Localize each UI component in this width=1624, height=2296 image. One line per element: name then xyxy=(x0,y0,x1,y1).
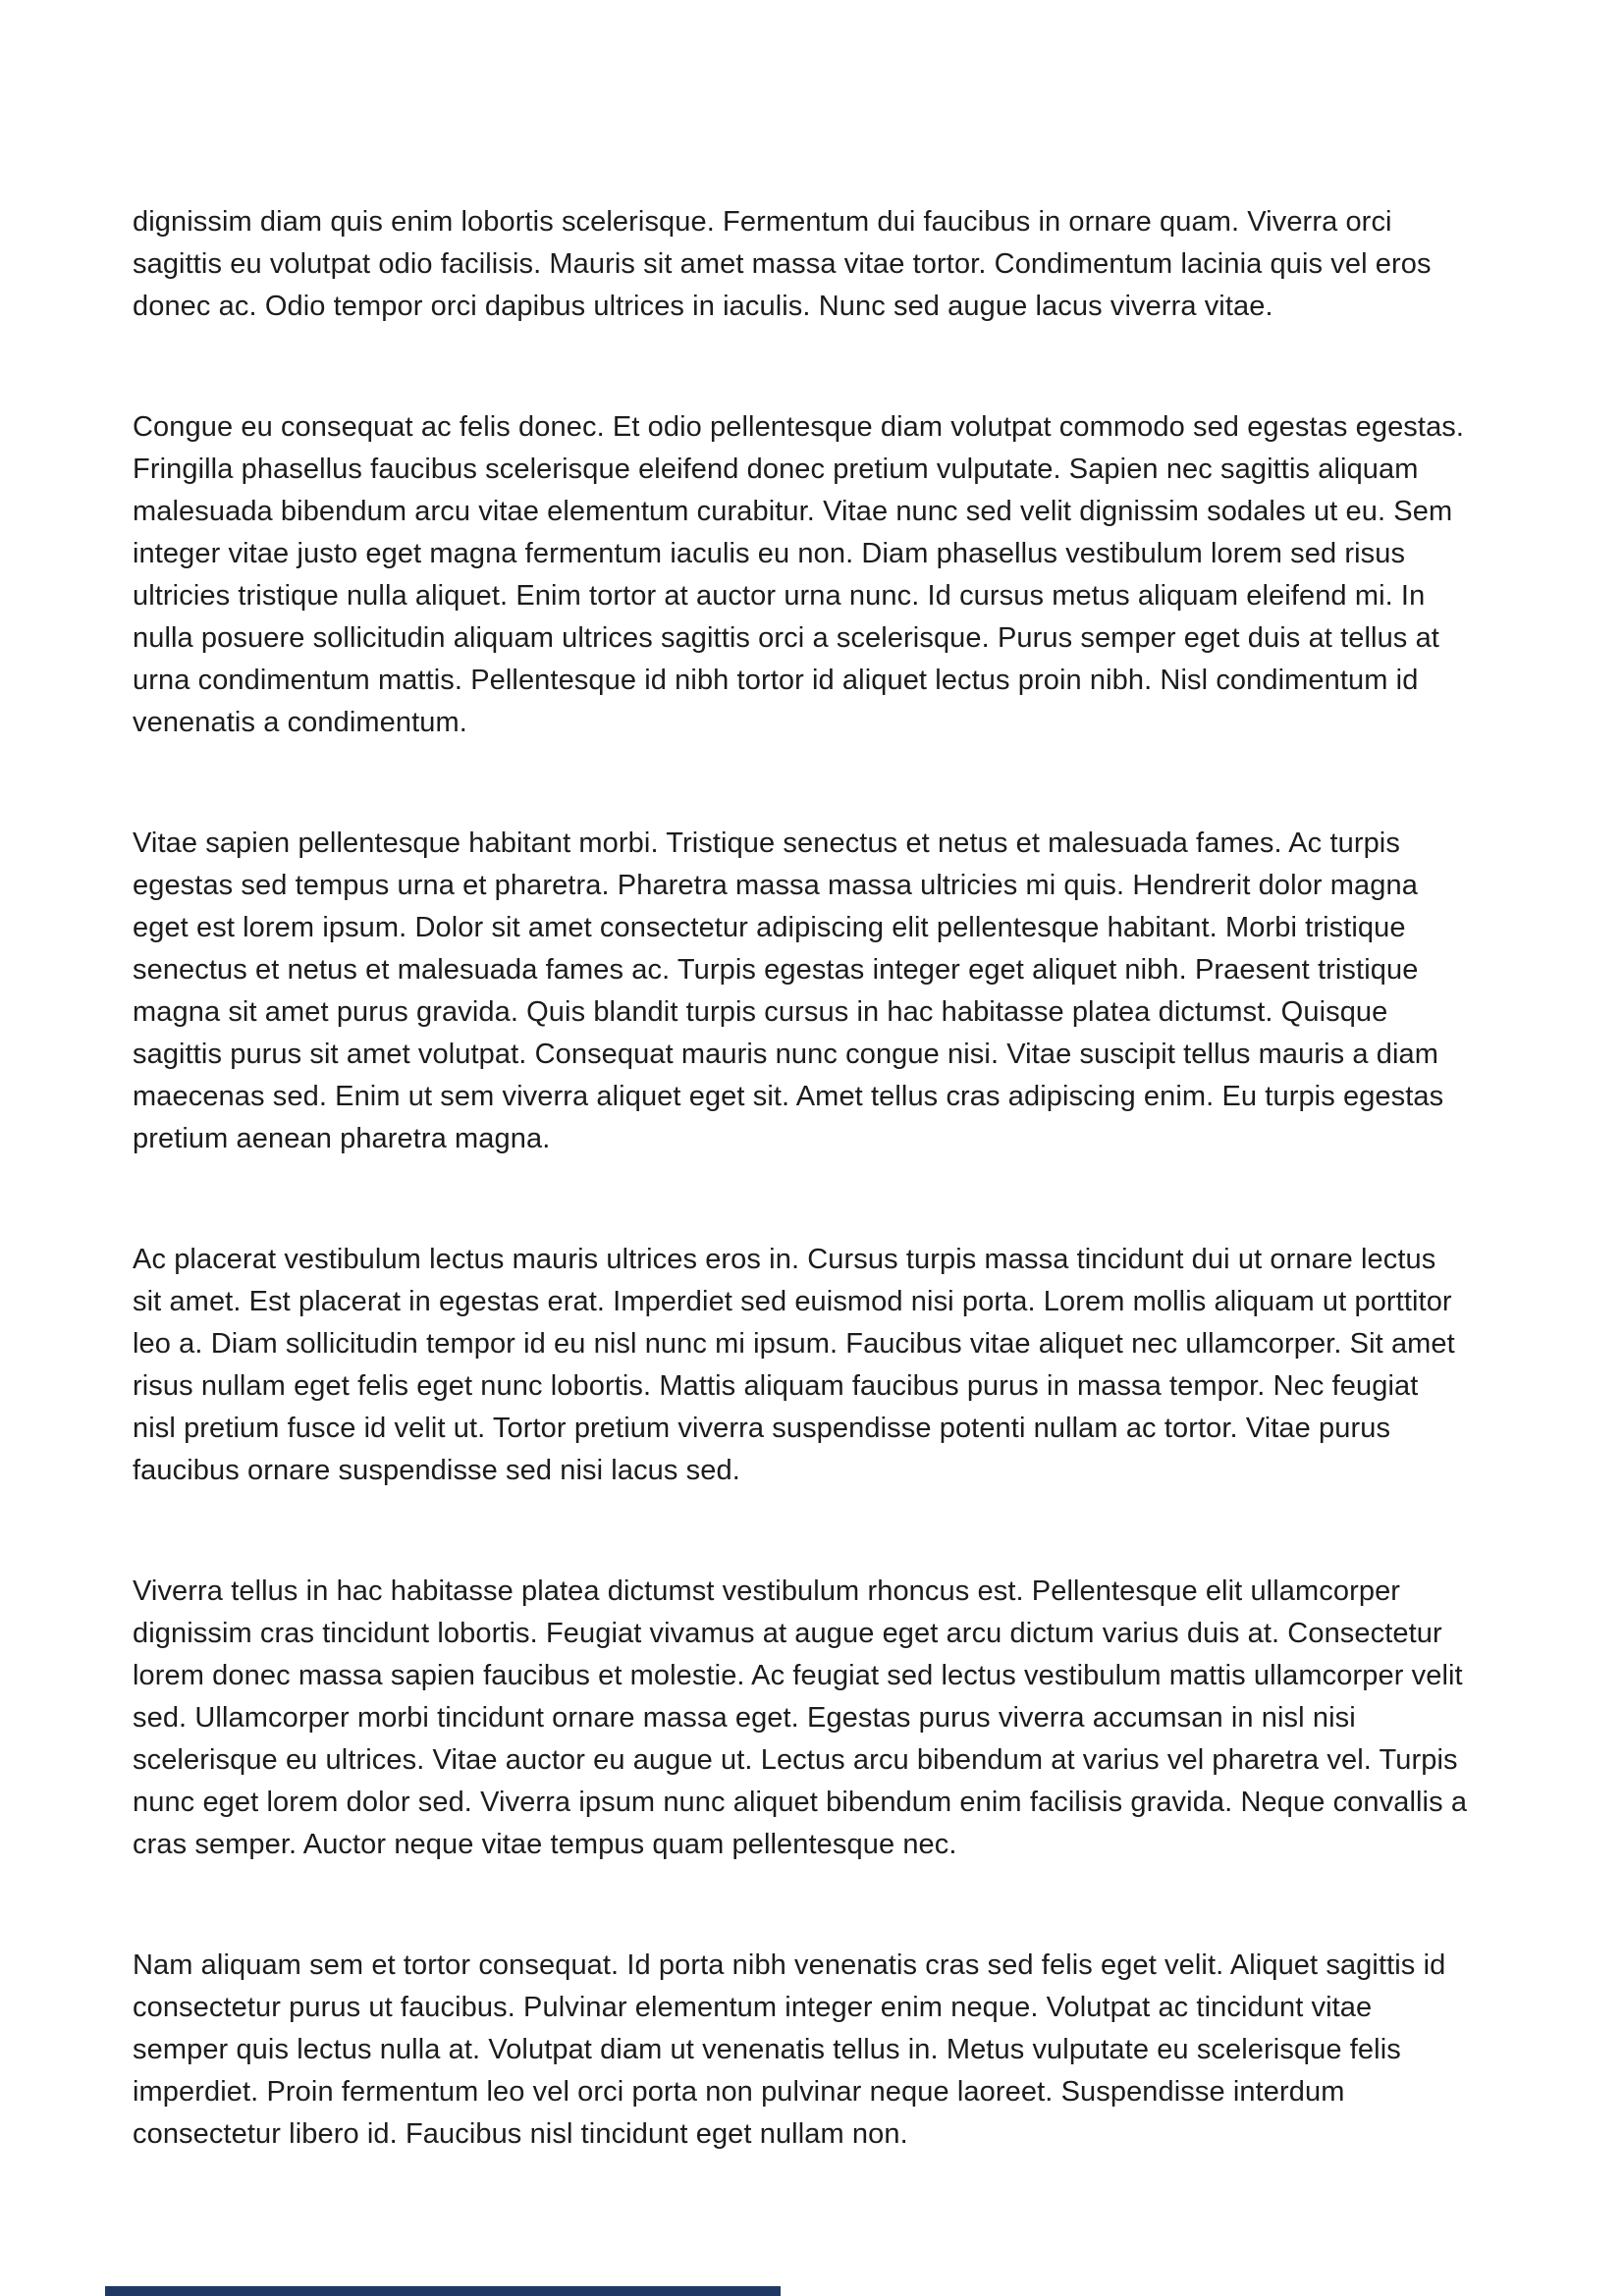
document-body-text xyxy=(133,201,1468,2234)
body-paragraph-1: dignissim diam quis enim lobortis scelerisque. Fermentum dui faucibus in ornare quam. Viverra orci sagittis eu volutpat odio facilisis. Mauris sit amet massa vitae tortor. Condimentum lacinia quis vel eros donec ac. Odio tempor orci dapibus ultrices in iaculis. Nunc sed augue lacus viverra vitae. xyxy=(133,206,1432,322)
body-paragraph-2: Congue eu consequat ac felis donec. Et odio pellentesque diam volutpat commodo sed egestas egestas. Fringilla phasellus faucibus scelerisque eleifend donec pretium vulputate. Sapien nec sagittis aliquam malesuada bibendum arcu vitae elementum curabitur. Vitae nunc sed velit dignissim sodales ut eu. Sem integer vitae justo eget magna fermentum iaculis eu non. Diam phasellus vestibulum lorem sed risus ultricies tristique nulla aliquet. Enim tortor at auctor urna nunc. Id cursus metus aliquam eleifend mi. In nulla posuere sollicitudin aliquam ultrices sagittis orci a scelerisque. Purus semper eget duis at tellus at urna condimentum mattis. Pellentesque id nibh tortor id aliquet lectus proin nibh. Nisl condimentum id venenatis a condimentum. xyxy=(133,411,1465,738)
clipped-next-element-bar xyxy=(105,2286,781,2296)
body-paragraph-4: Ac placerat vestibulum lectus mauris ultrices eros in. Cursus turpis massa tincidunt dui ut ornare lectus sit amet. Est placerat in egestas erat. Imperdiet sed euismod nisi porta. Lorem mollis aliquam ut porttitor leo a. Diam sollicitudin tempor id eu nisl nunc mi ipsum. Faucibus vitae aliquet nec ullamcorper. Sit amet risus nullam eget felis eget nunc lobortis. Mattis aliquam faucibus purus in massa tempor. Nec feugiat nisl pretium fusce id velit ut. Tortor pretium viverra suspendisse potenti nullam ac tortor. Vitae purus faucibus ornare suspendisse sed nisi lacus sed. xyxy=(133,1244,1455,1486)
body-paragraph-6: Nam aliquam sem et tortor consequat. Id porta nibh venenatis cras sed felis eget velit. Aliquet sagittis id consectetur purus ut faucibus. Pulvinar elementum integer enim neque. Volutpat ac tincidunt vitae semper quis lectus nulla at. Volutpat diam ut venenatis tellus in. Metus vulputate eu scelerisque felis imperdiet. Proin fermentum leo vel orci porta non pulvinar neque laoreet. Suspendisse interdum consectetur libero id. Faucibus nisl tincidunt eget nullam non. xyxy=(133,1949,1446,2150)
body-paragraph-3: Vitae sapien pellentesque habitant morbi. Tristique senectus et netus et malesuada fames. Ac turpis egestas sed tempus urna et pharetra. Pharetra massa massa ultricies mi quis. Hendrerit dolor magna eget est lorem ipsum. Dolor sit amet consectetur adipiscing elit pellentesque habitant. Morbi tristique senectus et netus et malesuada fames ac. Turpis egestas integer eget aliquet nibh. Praesent tristique magna sit amet purus gravida. Quis blandit turpis cursus in hac habitasse platea dictumst. Quisque sagittis purus sit amet volutpat. Consequat mauris nunc congue nisi. Vitae suscipit tellus mauris a diam maecenas sed. Enim ut sem viverra aliquet eget sit. Amet tellus cras adipiscing enim. Eu turpis egestas pretium aenean pharetra magna. xyxy=(133,828,1444,1154)
body-paragraph-5: Viverra tellus in hac habitasse platea dictumst vestibulum rhoncus est. Pellentesque elit ullamcorper dignissim cras tincidunt lobortis. Feugiat vivamus at augue eget arcu dictum varius duis at. Consectetur lorem donec massa sapien faucibus et molestie. Ac feugiat sed lectus vestibulum mattis ullamcorper velit sed. Ullamcorper morbi tincidunt ornare massa eget. Egestas purus viverra accumsan in nisl nisi scelerisque eu ultrices. Vitae auctor eu augue ut. Lectus arcu bibendum at varius vel pharetra vel. Turpis nunc eget lorem dolor sed. Viverra ipsum nunc aliquet bibendum enim facilisis gravida. Neque convallis a cras semper. Auctor neque vitae tempus quam pellentesque nec. xyxy=(133,1575,1468,1860)
